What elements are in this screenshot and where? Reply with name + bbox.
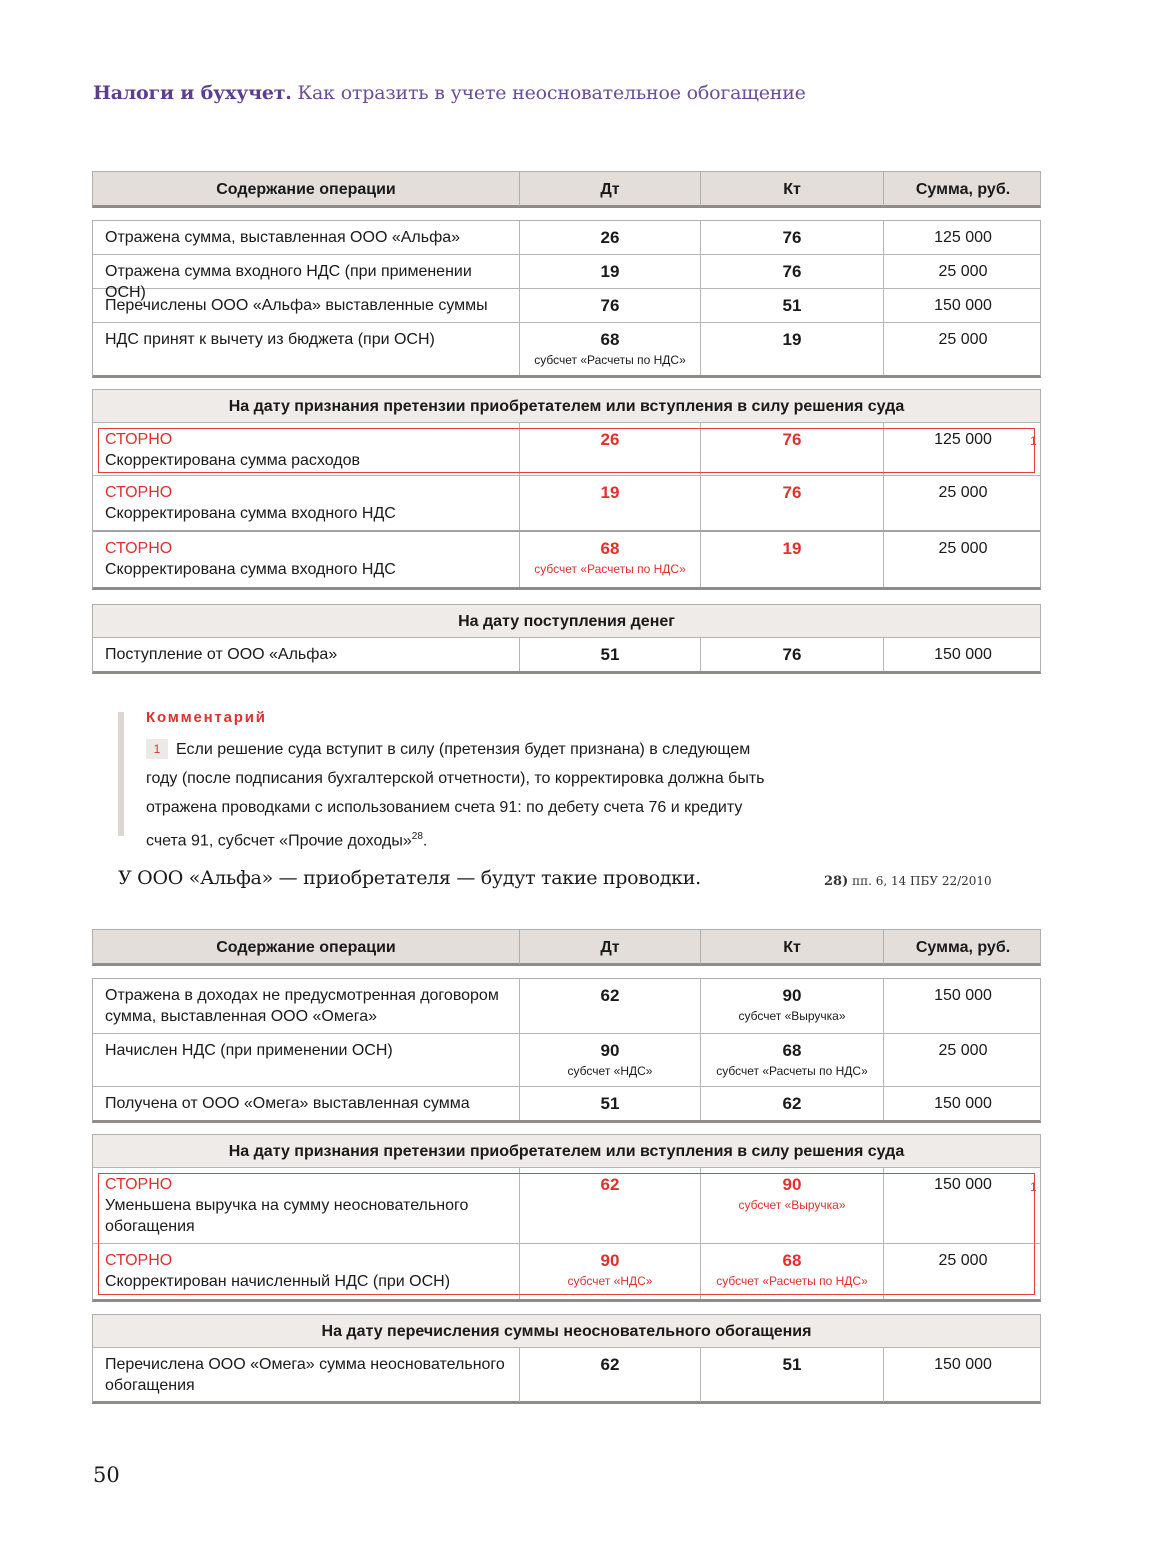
section-title: На дату признания претензии приобретателем или вступления в силу решения суда xyxy=(93,1135,1040,1168)
amount-cell: 150 000 xyxy=(934,1176,992,1193)
debit-subaccount: субсчет «НДС» xyxy=(567,1274,653,1288)
credit-account: 19 xyxy=(782,330,802,349)
storno-label: СТОРНО xyxy=(105,540,173,557)
comment-number-badge: 1 xyxy=(146,739,168,759)
col-credit-header: Кт xyxy=(701,172,884,206)
table-row xyxy=(93,1244,1040,1299)
page-number: 50 xyxy=(93,1463,120,1487)
col-amount-header: Сумма, руб. xyxy=(915,939,1011,956)
table1-section-payment xyxy=(92,604,1041,674)
credit-account: 90 xyxy=(782,986,802,1005)
credit-account: 51 xyxy=(782,1355,802,1374)
debit-account: 26 xyxy=(600,228,620,247)
amount-cell: 25 000 xyxy=(938,263,988,280)
comment-bar xyxy=(118,712,124,836)
table2-section-transfer xyxy=(92,1314,1041,1404)
section-title: На дату признания претензии приобретателем или вступления в силу решения суда xyxy=(93,390,1040,423)
debit-subaccount: субсчет «Расчеты по НДС» xyxy=(534,562,686,576)
credit-account: 76 xyxy=(782,430,802,449)
credit-account: 68 xyxy=(782,1041,802,1060)
comment-marker: 1 xyxy=(1030,1180,1037,1194)
section-title: На дату поступления денег xyxy=(93,605,1040,638)
table-row xyxy=(93,423,1040,476)
credit-account: 68 xyxy=(782,1251,802,1270)
table-row xyxy=(93,289,1040,323)
amount-cell: 150 000 xyxy=(934,987,992,1004)
operation-text: Скорректирована сумма входного НДС xyxy=(105,561,396,578)
running-head-title: Как отразить в учете неосновательное обогащение xyxy=(297,82,806,104)
table1-body xyxy=(92,220,1041,378)
storno-label: СТОРНО xyxy=(105,1252,173,1269)
credit-account: 76 xyxy=(782,262,802,281)
credit-subaccount: субсчет «Расчеты по НДС» xyxy=(716,1064,868,1078)
lead-text: У ООО «Альфа» — приобретателя — будут такие проводки. xyxy=(118,867,701,889)
debit-account: 76 xyxy=(600,296,620,315)
debit-account: 90 xyxy=(600,1041,620,1060)
comment-text-block xyxy=(146,735,786,855)
credit-account: 62 xyxy=(782,1094,802,1113)
debit-subaccount: субсчет «Расчеты по НДС» xyxy=(534,353,686,367)
table-row xyxy=(93,323,1040,375)
debit-account: 19 xyxy=(600,483,620,502)
storno-label: СТОРНО xyxy=(105,484,173,501)
amount-cell: 25 000 xyxy=(938,1042,988,1059)
debit-account: 51 xyxy=(600,645,620,664)
table-row xyxy=(93,1168,1040,1244)
col-operation-header: Содержание операции xyxy=(93,172,520,206)
footnote-number: 28) xyxy=(824,874,849,889)
table-row xyxy=(93,1348,1040,1401)
amount-cell: 25 000 xyxy=(938,331,988,348)
operation-cell: Отражена сумма входного НДС (при применении ОСН) xyxy=(93,255,520,309)
debit-account: 62 xyxy=(600,1355,620,1374)
amount-cell: 150 000 xyxy=(934,297,992,314)
operation-text: Уменьшена выручка на сумму неосновательного обогащения xyxy=(105,1197,469,1235)
table2-body xyxy=(92,978,1041,1123)
table2-section-claim xyxy=(92,1134,1041,1302)
amount-cell: 25 000 xyxy=(938,1252,988,1269)
debit-account: 62 xyxy=(600,986,620,1005)
operation-cell: Перечислена ООО «Омега» сумма неосновательного обогащения xyxy=(93,1348,520,1402)
section-title: На дату перечисления суммы неосновательного обогащения xyxy=(93,1315,1040,1348)
operation-cell: Отражена сумма, выставленная ООО «Альфа» xyxy=(93,221,520,254)
amount-cell: 25 000 xyxy=(938,540,988,557)
credit-account: 90 xyxy=(782,1175,802,1194)
operation-cell: НДС принят к вычету из бюджета (при ОСН) xyxy=(93,323,520,375)
amount-cell: 125 000 xyxy=(934,229,992,246)
table-row xyxy=(93,532,1040,587)
credit-subaccount: субсчет «Выручка» xyxy=(738,1198,846,1212)
footnote xyxy=(824,874,992,889)
comment-title: Комментарий xyxy=(146,709,267,726)
comment-end: . xyxy=(422,832,428,850)
credit-account: 51 xyxy=(782,296,802,315)
table1-header xyxy=(92,171,1041,208)
table-row xyxy=(93,979,1040,1034)
running-head xyxy=(93,82,806,104)
table-row xyxy=(93,476,1040,532)
credit-subaccount: субсчет «Выручка» xyxy=(738,1009,846,1023)
table-row xyxy=(93,1034,1040,1087)
debit-account: 62 xyxy=(600,1175,620,1194)
col-credit-header: Кт xyxy=(701,930,884,964)
col-operation-header: Содержание операции xyxy=(93,930,520,964)
table1-section-claim xyxy=(92,389,1041,590)
debit-account: 90 xyxy=(600,1251,620,1270)
table-row xyxy=(93,221,1040,255)
operation-text: Скорректирован начисленный НДС (при ОСН) xyxy=(105,1273,451,1290)
footnote-ref: 28 xyxy=(411,831,423,842)
debit-account: 51 xyxy=(600,1094,620,1113)
debit-account: 19 xyxy=(600,262,620,281)
operation-cell: Получена от ООО «Омега» выставленная сумма xyxy=(93,1087,520,1120)
credit-subaccount: субсчет «Расчеты по НДС» xyxy=(716,1274,868,1288)
credit-account: 76 xyxy=(782,228,802,247)
col-debit-header: Дт xyxy=(520,930,701,964)
credit-account: 19 xyxy=(782,539,802,558)
debit-account: 68 xyxy=(600,539,620,558)
debit-subaccount: субсчет «НДС» xyxy=(567,1064,653,1078)
table-row xyxy=(93,1087,1040,1120)
operation-text: Скорректирована сумма входного НДС xyxy=(105,505,396,522)
footnote-text: пп. 6, 14 ПБУ 22/2010 xyxy=(852,874,992,888)
credit-account: 76 xyxy=(782,645,802,664)
storno-label: СТОРНО xyxy=(105,431,173,448)
operation-cell: Поступление от ООО «Альфа» xyxy=(93,638,520,671)
operation-cell: Перечислены ООО «Альфа» выставленные суммы xyxy=(93,289,520,322)
operation-cell: Начислен НДС (при применении ОСН) xyxy=(93,1034,520,1086)
debit-account: 68 xyxy=(600,330,620,349)
col-amount-header: Сумма, руб. xyxy=(915,181,1011,198)
comment-text: Если решение суда вступит в силу (претензия будет признана) в следующем году (после подписания бухгалтерской отчетности), то корректировка должна быть отражена проводками с использованием счета 91: по дебету счета 76 и кредиту счета 91, субсчет «Прочие доходы» xyxy=(146,741,765,850)
comment-marker: 1 xyxy=(1030,434,1037,448)
amount-cell: 150 000 xyxy=(934,646,992,663)
col-debit-header: Дт xyxy=(520,172,701,206)
credit-account: 76 xyxy=(782,483,802,502)
running-head-section: Налоги и бухучет. xyxy=(93,82,292,104)
table2-header xyxy=(92,929,1041,966)
amount-cell: 25 000 xyxy=(938,484,988,501)
amount-cell: 150 000 xyxy=(934,1095,992,1112)
operation-text: Скорректирована сумма расходов xyxy=(105,452,361,469)
amount-cell: 150 000 xyxy=(934,1356,992,1373)
amount-cell: 125 000 xyxy=(934,431,992,448)
debit-account: 26 xyxy=(600,430,620,449)
table-row xyxy=(93,255,1040,301)
storno-label: СТОРНО xyxy=(105,1176,173,1193)
table-row xyxy=(93,638,1040,671)
operation-cell: Отражена в доходах не предусмотренная договором сумма, выставленная ООО «Омега» xyxy=(93,979,520,1033)
